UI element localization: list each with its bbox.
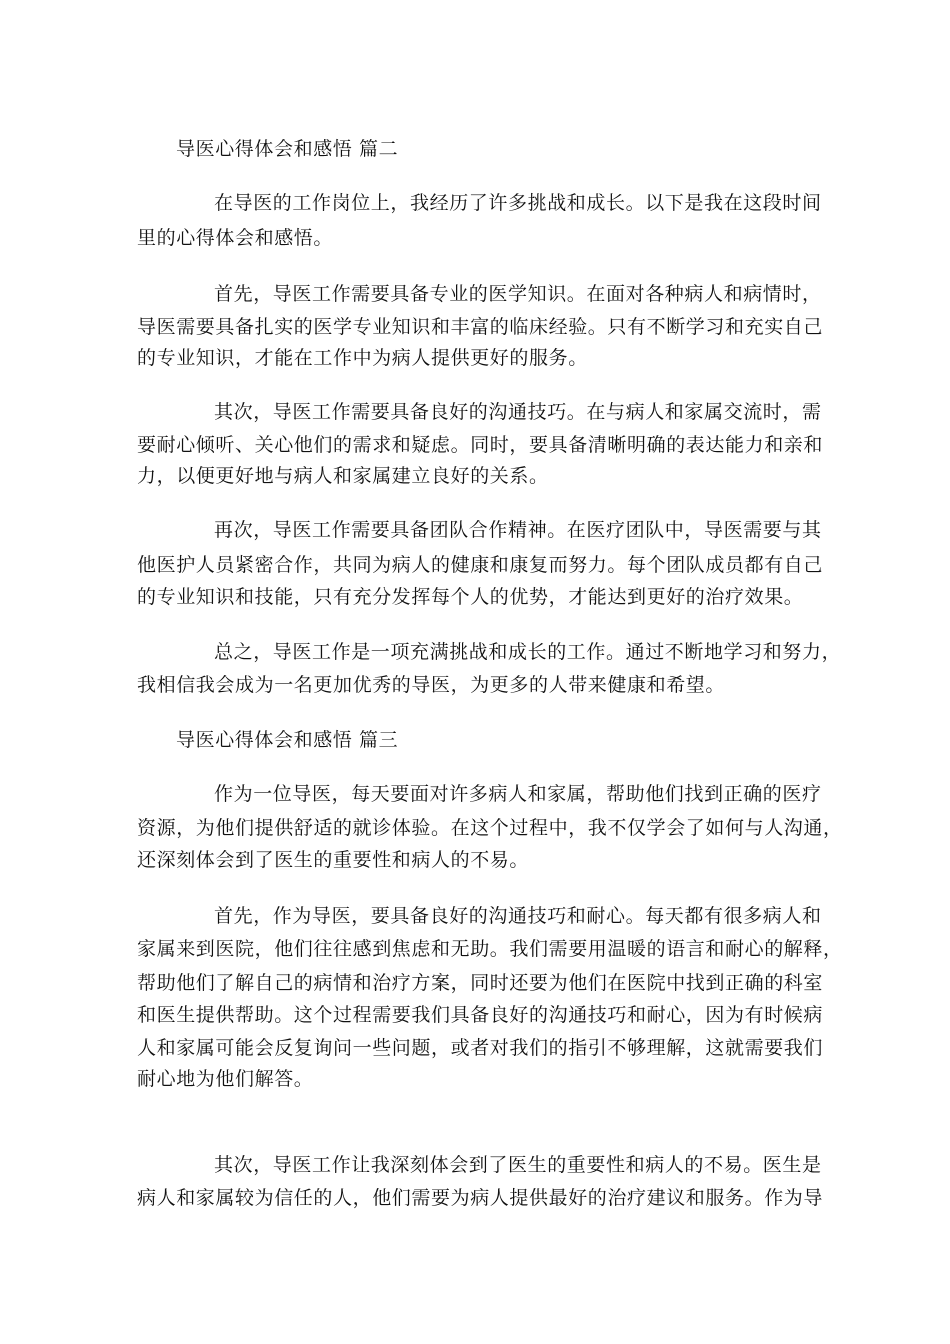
paragraph-line: 和医生提供帮助。这个过程需要我们具备良好的沟通技巧和耐心，因为有时候病: [137, 1004, 824, 1026]
paragraph-line: 的专业知识，才能在工作中为病人提供更好的服务。: [137, 347, 588, 369]
paragraph-line: 其次，导医工作需要具备良好的沟通技巧。在与病人和家属交流时，需: [214, 401, 822, 423]
paragraph-line: 其次，导医工作让我深刻体会到了医生的重要性和病人的不易。医生是: [214, 1154, 822, 1176]
paragraph-line: 家属来到医院，他们往往感到焦虑和无助。我们需要用温暖的语言和耐心的解释，: [137, 938, 843, 960]
paragraph-line: 的专业知识和技能，只有充分发挥每个人的优势，才能达到更好的治疗效果。: [137, 586, 804, 608]
paragraph-line: 在导医的工作岗位上，我经历了许多挑战和成长。以下是我在这段时间: [214, 192, 822, 214]
paragraph-line: 帮助他们了解自己的病情和治疗方案，同时还要为他们在医院中找到正确的科室: [137, 972, 824, 994]
paragraph-line: 我相信我会成为一名更加优秀的导医，为更多的人带来健康和希望。: [137, 674, 726, 696]
paragraph-line: 总之，导医工作是一项充满挑战和成长的工作。通过不断地学习和努力，: [214, 641, 842, 663]
paragraph-line: 作为一位导医，每天要面对许多病人和家属，帮助他们找到正确的医疗: [214, 783, 822, 805]
paragraph-line: 首先，导医工作需要具备专业的医学知识。在面对各种病人和病情时，: [214, 283, 822, 305]
section-heading: 导医心得体会和感悟 篇三: [176, 729, 399, 751]
paragraph-line: 要耐心倾听、关心他们的需求和疑虑。同时，要具备清晰明确的表达能力和亲和: [137, 434, 824, 456]
paragraph-line: 还深刻体会到了医生的重要性和病人的不易。: [137, 849, 530, 871]
paragraph-line: 里的心得体会和感悟。: [137, 227, 334, 249]
paragraph-line: 他医护人员紧密合作，共同为病人的健康和康复而努力。每个团队成员都有自己: [137, 554, 824, 576]
paragraph-line: 资源，为他们提供舒适的就诊体验。在这个过程中，我不仅学会了如何与人沟通，: [137, 817, 843, 839]
paragraph-line: 人和家属可能会反复询问一些问题，或者对我们的指引不够理解，这就需要我们: [137, 1037, 824, 1059]
paragraph-line: 耐心地为他们解答。: [137, 1068, 314, 1090]
section-heading: 导医心得体会和感悟 篇二: [176, 138, 399, 160]
paragraph-line: 病人和家属较为信任的人，他们需要为病人提供最好的治疗建议和服务。作为导: [137, 1187, 824, 1209]
paragraph-line: 力，以便更好地与病人和家属建立良好的关系。: [137, 465, 549, 487]
paragraph-line: 再次，导医工作需要具备团队合作精神。在医疗团队中，导医需要与其: [214, 519, 822, 541]
paragraph-line: 首先，作为导医，要具备良好的沟通技巧和耐心。每天都有很多病人和: [214, 905, 822, 927]
paragraph-line: 导医需要具备扎实的医学专业知识和丰富的临床经验。只有不断学习和充实自己: [137, 316, 824, 338]
